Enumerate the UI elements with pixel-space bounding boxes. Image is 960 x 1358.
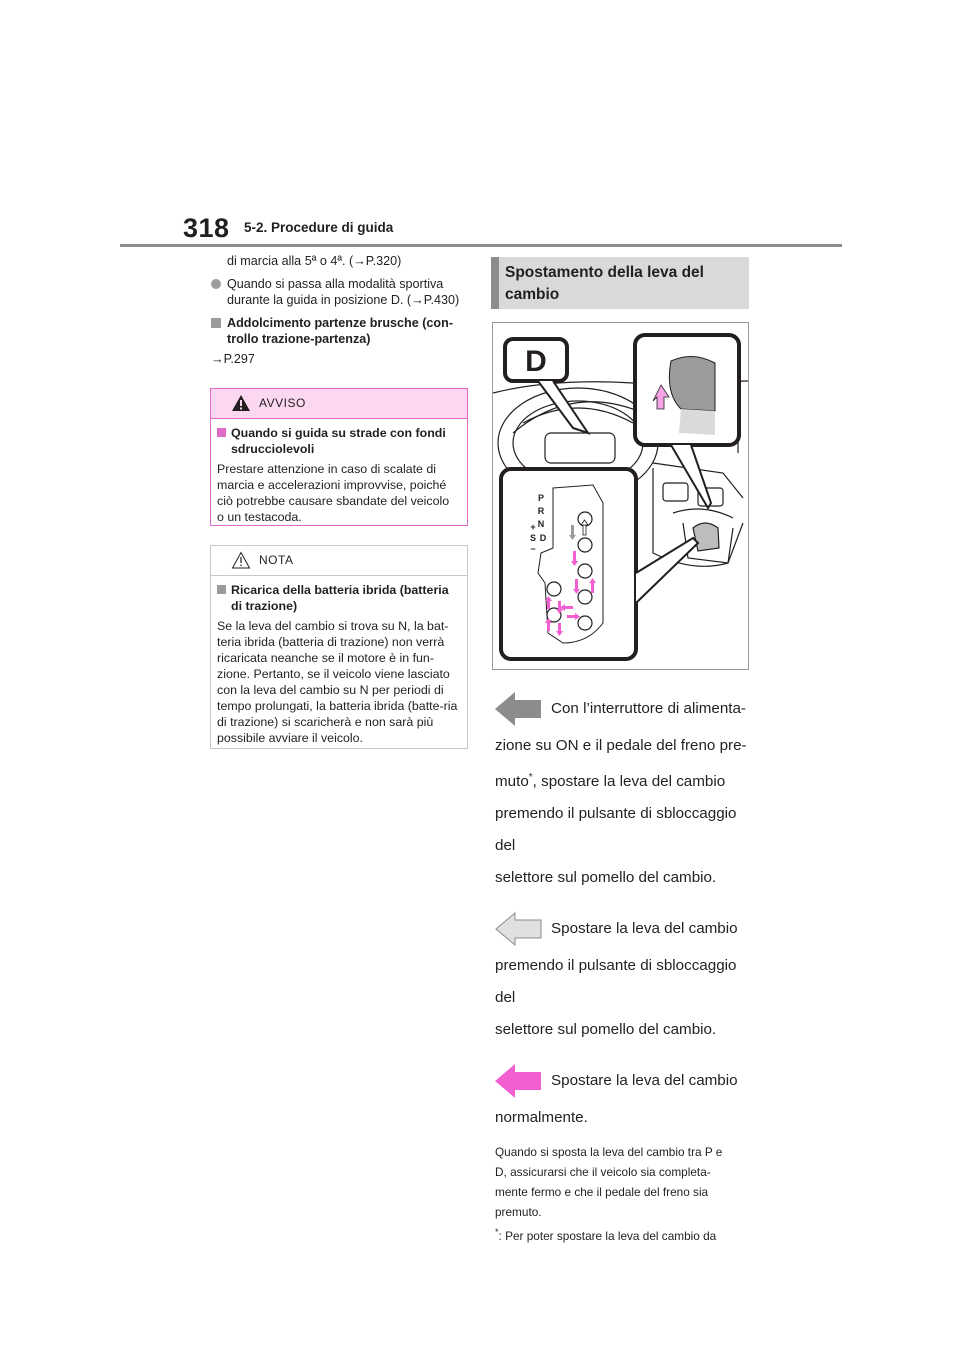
- instruction-label: Con l’interruttore di alimenta-: [551, 700, 746, 717]
- header-rule: [120, 244, 842, 247]
- s-label: S: [529, 533, 537, 543]
- note-paragraph: [495, 1142, 755, 1246]
- note-heading: [217, 582, 459, 614]
- text-fragment: muto: [495, 773, 529, 791]
- instruction-text: selettore sul pomello del cambio.: [495, 869, 717, 887]
- arrow-left-pink-icon: [495, 1062, 545, 1100]
- warning-body: [211, 419, 467, 525]
- instruction-pink-arrow: [495, 1062, 755, 1102]
- page-reference: →P.297: [211, 352, 255, 366]
- warning-triangle-icon: [231, 394, 251, 412]
- warning-box: [210, 388, 468, 526]
- gear-letter: P: [537, 493, 545, 503]
- square-bullet-icon: [217, 585, 226, 594]
- subheading: [211, 315, 469, 347]
- text-fragment: , spostare la leva del cambio: [532, 773, 726, 791]
- bullet-item: [211, 276, 469, 308]
- warning-text: Prestare attenzione in caso di scalate di marcia e accelerazioni improvvise, poiché ciò potrebbe causare sbandate del veicolo o un testacoda.: [217, 462, 450, 524]
- gear-letter: R: [537, 506, 545, 516]
- caution-triangle-icon: [231, 551, 251, 569]
- section-title-box: [491, 257, 749, 309]
- shift-lever-drawing: [493, 323, 748, 669]
- warning-title: AVVISO: [259, 396, 306, 410]
- page-number: 318: [183, 213, 230, 243]
- note-heading-text: Ricarica della batteria ibrida (batteria di trazione): [231, 583, 449, 613]
- instruction-outline-arrow: [495, 910, 755, 950]
- note-body: [211, 576, 467, 746]
- note-line: mente fermo e che il pedale del freno sia: [495, 1185, 709, 1200]
- note-line: premuto.: [495, 1205, 542, 1220]
- square-bullet-icon: [211, 318, 221, 328]
- warning-heading: [217, 425, 459, 457]
- warning-heading-text: Quando si guida su strade con fondi sdrucciolevoli: [231, 426, 446, 456]
- note-header: [211, 546, 467, 576]
- instruction-text: selettore sul pomello del cambio.: [495, 1021, 717, 1039]
- arrow-left-solid-gray-icon: [495, 690, 545, 728]
- arrow-left-outline-icon: [495, 910, 545, 948]
- plus-sign: +: [530, 522, 536, 532]
- instruction-text: premendo il pulsante di sbloccaggio del: [495, 805, 737, 855]
- callout-letter: D: [525, 345, 547, 378]
- footnote-marker: *: [528, 772, 533, 783]
- instruction-text: zione su ON e il pedale del freno pre-: [495, 737, 747, 754]
- continued-line: di marcia alla 5ª o 4ª. (→P.320): [227, 254, 402, 268]
- bullet-text: Quando si passa alla modalità sportiva durante la guida in posizione D. (→P.430): [227, 277, 460, 307]
- minus-sign: −: [530, 544, 536, 554]
- note-title: NOTA: [259, 553, 294, 567]
- note-text: Se la leva del cambio si trova su N, la bat-teria ibrida (batteria di trazione) non verrà ricaricata neanche se il motore è in fun-zione. Pertanto, se il veicolo viene lasciato con la leva del cambio su N per periodi di tempo prolungati, la batteria ibrida (batte-ria di trazione) si scaricherà e non sarà più possibile avviare il veicolo.: [217, 619, 458, 745]
- bullet-icon: [211, 279, 221, 289]
- instruction-gray-arrow: [495, 690, 755, 730]
- instruction-text: premendo il pulsante di sbloccaggio del: [495, 957, 737, 1007]
- gear-letter: D: [539, 533, 547, 543]
- footnote: [495, 1222, 755, 1246]
- instruction-label: Spostare la leva del cambio: [551, 920, 738, 938]
- footnote-text: : Per poter spostare la leva del cambio da: [498, 1228, 717, 1243]
- note-box: [210, 545, 468, 749]
- section-header: 5-2. Procedure di guida: [244, 220, 394, 235]
- section-title: Spostamento della leva del cambio: [505, 264, 704, 303]
- note-line: D, assicurarsi che il veicolo sia completa-: [495, 1165, 711, 1180]
- left-text-block: [211, 253, 469, 367]
- shift-lever-illustration: [492, 322, 749, 670]
- note-line: Quando si sposta la leva del cambio tra P e: [495, 1145, 723, 1160]
- instructions: [495, 690, 755, 1246]
- footnote-marker: *: [495, 1227, 499, 1238]
- instruction-text: [495, 762, 755, 798]
- instruction-text: normalmente.: [495, 1109, 588, 1127]
- warning-header: [211, 389, 467, 419]
- instruction-label: Spostare la leva del cambio: [551, 1072, 738, 1090]
- gear-letter: N: [537, 519, 545, 529]
- square-bullet-icon: [217, 428, 226, 437]
- subheading-text: Addolcimento partenze brusche (con-trollo trazione-partenza): [227, 316, 454, 346]
